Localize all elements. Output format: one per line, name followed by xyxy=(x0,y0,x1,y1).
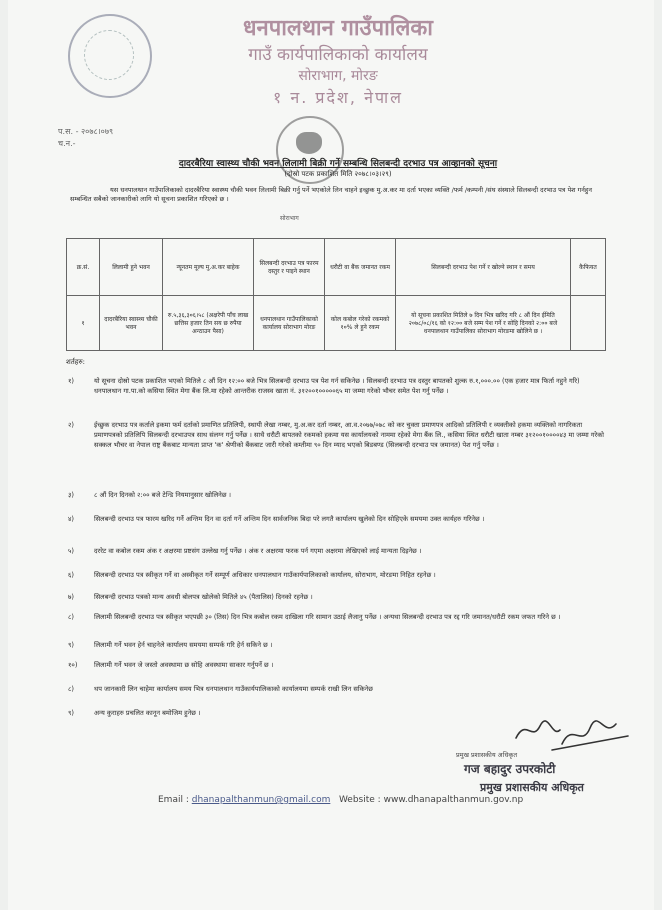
signatory-designation: प्रमुख प्रशासकीय अधिकृत xyxy=(480,781,584,794)
email-label: Email : xyxy=(158,795,189,805)
email-link[interactable]: dhanapalthanmun@gmail.com xyxy=(191,795,331,805)
list-item: ५) दररेट वा कबोल रकम अंक र अक्षरमा प्रष्टसंग उल्लेख गर्नु पर्नेछ । अंक र अक्षरमा फरक पर्न गएमा अक्षरमा लेखिएको लाई मान्यता दिइनेछ । xyxy=(68,547,422,555)
document-page xyxy=(8,0,654,910)
table-cell: यो सूचना प्रकाशित मितिले ७ दिन भित्र खरिद गरि ८ औं दिन ईमिति २०७८/०८/१६ को १२:०० बजे सम्म पेश गर्ने र सोहि दिनको २:०० बजे धनपालथान गाउँपालिका सोराभाग मोरङमा खोलिने छ । xyxy=(396,296,571,351)
signatory-name: गज बहादुर उपरकोटी xyxy=(464,762,556,776)
table-header: क्र.सं. xyxy=(67,239,100,296)
website-link[interactable]: www.dhanapalthanmun.gov.np xyxy=(383,795,524,805)
government-emblem-icon xyxy=(68,14,152,98)
list-item: १०) लिलामी गर्ने भवन जे जस्तो अवस्थामा छ सोहि अवस्थामा साकार गर्नुपर्ने छ । xyxy=(68,661,274,669)
table-header-row xyxy=(67,239,606,296)
table-cell: कोल कबोल गरेको रकमको १०% ले हुने रकम xyxy=(325,296,396,351)
notes-heading: शर्तहरु: xyxy=(66,358,86,366)
letterhead-line4: १ न. प्रदेश, नेपाल xyxy=(272,88,404,107)
list-item: ४) सिलबन्दी दरभाउ पत्र फारम खरिद गर्ने अन्तिम दिन वा दर्ता गर्ने अन्तिम दिन सार्वजनिक बिदा परे लगतै कार्यालय खुलेको दिन सोहिएके समयमा उक्त कार्यहरु गरिनेछ । xyxy=(68,515,485,523)
signature-label: प्रमुख प्रशासकीय अधिकृत xyxy=(456,751,518,759)
letterhead-line2: गाउँ कार्यपालिकाको कार्यालय xyxy=(248,45,428,65)
list-item: ८) लिलामी सिलबन्दी दरभाउ पत्र स्वीकृत भएपछी ३० (तिस) दिन भित्र कबोल रकम दाखिला गरि सामान उठाई लैजानु पर्नेछ । अन्यथा सिलबन्दी दरभाउ पत्र रद्द गरि जमानत/धरौटी रकम जफत गरिने छ । xyxy=(68,613,561,621)
list-item: ८) थप जानकारी लिन चाहेमा कार्यालय समय भित्र धनपालथान गाउँकार्यपालिकाको कार्यालयमा सम्पर्क राखी लिन सकिनेछ xyxy=(68,685,373,693)
list-item: ९) लिलामी गर्ने भवन हेर्न चाहनेले कार्यालय समयमा सम्पर्क गरि हेर्न सकिने छ । xyxy=(68,641,273,649)
table-cell: १ xyxy=(67,296,100,351)
notice-subtitle: (दोस्रो पटक प्रकाशित मिति २०७८।०३।२९) xyxy=(284,170,392,178)
reference-ps: प.स. - २०७८।०७९ xyxy=(58,127,114,136)
table-cell xyxy=(571,296,606,351)
table-header: लिलामी हुने भवन xyxy=(100,239,163,296)
auction-table xyxy=(66,238,606,351)
footer xyxy=(158,795,523,805)
table-row xyxy=(67,296,606,351)
table-cell: रु.५,३६,३०६।५८ (अक्षरेपी पाँच लाख छत्तिस हजार तिन सय छ रुपैया अन्ठाउन पैसा) xyxy=(163,296,254,351)
table-header: कैफियत xyxy=(571,239,606,296)
reference-cn: च.न.- xyxy=(58,139,76,148)
list-item: ६) सिलबन्दी दरभाउ पत्र स्वीकृत गर्ने वा अस्वीकृत गर्ने सम्पूर्ण अधिकार धनपालथान गाउँकार्यपालिकाको कार्यालय, सोराभाग, मोरङमा निहित रहनेछ । xyxy=(68,571,436,579)
table-cell: धनपालथान गाउँपालिकाको कार्यालय सोराभाग मोरङ xyxy=(254,296,325,351)
table-cell: दादरबैरिया स्वास्थ्य चौकी भवन xyxy=(100,296,163,351)
table-header: धरौटी वा बैंक जमानत रकम xyxy=(325,239,396,296)
table-header: सिलबन्दी दरभाउ पत्र फारम दस्तुर र पाइने स्थान xyxy=(254,239,325,296)
table-header: न्यूनतम मूल्य मु.अ.कर बाहेक xyxy=(163,239,254,296)
notice-intro: यस धनपालथान गाउँपालिकाको दादरबैरिया स्वास्थ्य चौकी भवन लिलामी बिक्री गर्नु पर्ने भएकोले लिन चाहने इच्छुक मु.अ.कर मा दर्ता भएका व्यक्ति /फर्म /कम्पनी /संघ संस्थाले सिलबन्दी दरभाउ पत्र पेश गर्नहुन सम्बन्धित सबैको जानकारीको लागि यो सूचना प्रकाशित गरिएको छ । xyxy=(70,186,592,203)
letterhead-line3: सोराभाग, मोरङ xyxy=(298,68,378,84)
notice-place: सोराभाग xyxy=(280,215,299,222)
list-item: ९) अन्य कुराहरु प्रचलित कानून बमोजिम हुनेछ । xyxy=(68,709,201,717)
letterhead-line1: धनपालथान गाउँपालिका xyxy=(242,16,434,41)
list-item: १) यो सूचना दोस्रो पटक प्रकाशित भएको मितिले ८ औं दिन १२:०० बजे भित्र सिलबन्दी दरभाउ पत्र पेश गर्न सकिनेछ । सिलबन्दी दरभाउ पत्र दस्तुर बापतको शुल्क रु.१,०००.०० (एक हजार मात्र फिर्ता नहुने गरि) धनपालथान गा.पा.को कसिया स्थित मेगा बैंक लि.मा रहेको आन्तरीक राजस्व खाता नं. ३१२००१०००००६५ मा जम्मा गरेको भौचर समेत पेश गर्नु पर्नेछ । xyxy=(68,377,580,395)
notice-title: दादरबैरिया स्वास्थ्य चौकी भवन लिलामी बिक्री गर्ने सम्बन्धि सिलबन्दी दरभाउ पत्र आव्हानको सूचना xyxy=(178,159,498,169)
list-item: ३) ८ औं दिन दिनको २:०० बजे टेन्डि नियमानुसार खोलिनेछ । xyxy=(68,491,232,499)
signature-icon xyxy=(512,708,632,758)
website-label: Website : xyxy=(338,795,381,805)
table-header: सिलबन्दी दरभाउ पेश गर्ने र खोल्ने स्थान र समय xyxy=(396,239,571,296)
list-item: ७) सिलबन्दी दरभाउ पत्रको मान्य अवधी बोलपत्र खोलेको मितिले ४५ (पैतालिस) दिनको रहनेछ । xyxy=(68,593,313,601)
list-item: २) ईच्छुक दरभाउ पत्र कर्ताले इकमा फर्म दर्ताको प्रमाणित प्रतिलिपी, स्थायी लेखा नम्बर, मु.अ.कर दर्ता नम्बर, आ.व.२०७७/०७८ को कर चुक्ता प्रमाणपत्र आदिको प्रतिलिपी र व्यक्तीको हकमा व्यक्तिको नागरिकता प्रमाणपत्रको प्रतिलिपि सिलबन्दी दरभाउपत्र साथ संलग्न गर्नु पर्नेछ । साथै धरौटी बापतको रकमको हकमा यस कार्यालयको नाममा रहेको मेगा बैंक लि., कसिया स्थित धरौटी खाता नम्बर ३१२००१००००४३ मा जम्मा गरेको सक्कल भौचर वा नेपाल राष्ट्र बैंकबाट मान्यता प्राप्त 'क' श्रेणीको बैंकबाट जारी गरेको कम्तीमा ९० दिन म्याद भएको बिडबण्ड (सिलबन्दी दरभाउ पत्र जमानत) पेश गर्नु पर्नेछ । xyxy=(68,421,605,449)
